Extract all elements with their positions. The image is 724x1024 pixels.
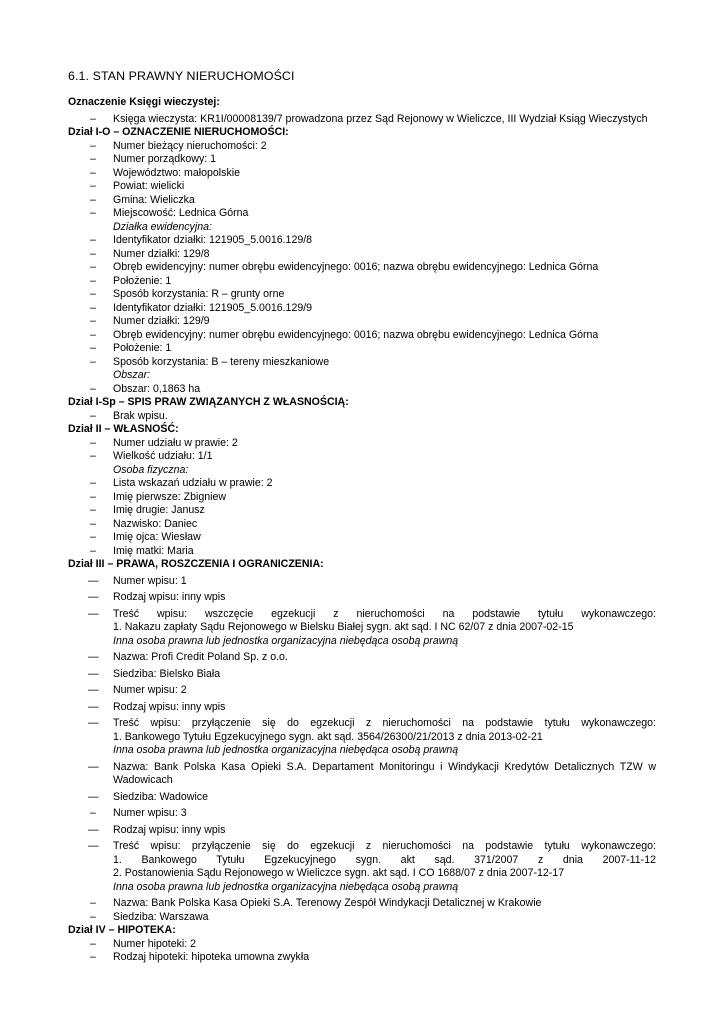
list-item: – Sposób korzystania: R – grunty orne <box>68 288 656 302</box>
list-item: – Sposób korzystania: B – tereny mieszkaniowe <box>68 356 656 370</box>
subheading-dzialka: Działka ewidencyjna: <box>113 220 212 233</box>
heading-dzial-ii: Dział II – WŁASNOŚĆ: <box>68 423 179 435</box>
list-item: – Powiat: wielicki <box>68 180 656 194</box>
entry-3-numer: – Numer wpisu: 3 <box>68 807 656 821</box>
entry-1-tresc-detail: 1. Nakazu zapłaty Sądu Rejonowego w Bielsku Białej sygn. akt sąd. I NC 62/07 z dnia 2007-02-15 <box>113 621 574 633</box>
list-item: – Położenie: 1 <box>68 275 656 289</box>
list-item: – Numer porządkowy: 1 <box>68 153 656 167</box>
list-item: – Identyfikator działki: 121905_5.0016.129/9 <box>68 302 656 316</box>
entry-2-numer: — Numer wpisu: 2 <box>68 684 656 698</box>
list-item: – Numer działki: 129/9 <box>68 315 656 329</box>
list-item: – Identyfikator działki: 121905_5.0016.129/8 <box>68 234 656 248</box>
heading-ksiega: Oznaczenie Księgi wieczystej: <box>68 96 220 108</box>
entry-1-nazwa: — Nazwa: Profi Credit Poland Sp. z o.o. <box>68 651 656 665</box>
entry-3-siedziba: – Siedziba: Warszawa <box>68 911 656 925</box>
entry-3-nazwa: – Nazwa: Bank Polska Kasa Opieki S.A. Terenowy Zespół Windykacji Detalicznej w Krakowie <box>68 897 656 911</box>
list-item: – Województwo: małopolskie <box>68 167 656 181</box>
subheading-obszar: Obszar: <box>113 369 151 381</box>
entry-2-nazwa: — Nazwa: Bank Polska Kasa Opieki S.A. Departament Monitoringu i Windykacji Kredytów Detalicznych TZW w Wadowicach <box>68 761 656 788</box>
list-item: – Miejscowość: Lednica Górna <box>68 207 656 221</box>
list-item: – Nazwisko: Daniec <box>68 518 656 532</box>
heading-dzial-io: Dział I-O – OZNACZENIE NIERUCHOMOŚCI: <box>68 126 289 138</box>
document-body <box>68 96 656 965</box>
list-item: – Imię pierwsze: Zbigniew <box>68 491 656 505</box>
heading-dzial-iv: Dział IV – HIPOTEKA: <box>68 924 176 936</box>
list-item: – Rodzaj hipoteki: hipoteka umowna zwykła <box>68 951 656 965</box>
entry-2-tresc <box>68 717 656 758</box>
heading-dzial-iii: Dział III – PRAWA, ROSZCZENIA I OGRANICZENIA: <box>68 558 324 570</box>
entry-1-tresc-line: — Treść wpisu: wszczęcie egzekucji z nieruchomości na podstawie tytułu wykonawczego: <box>113 607 656 620</box>
list-item: – Brak wpisu. <box>68 410 656 424</box>
entry-1-osoba: Inna osoba prawna lub jednostka organizacyjna niebędąca osobą prawną <box>113 634 459 647</box>
list-item: – Obręb ewidencyjny: numer obrębu ewidencyjnego: 0016; nazwa obrębu ewidencyjnego: Lednica Górna <box>68 261 656 275</box>
entry-1-numer: — Numer wpisu: 1 <box>68 575 656 589</box>
list-item: – Numer bieżący nieruchomości: 2 <box>68 140 656 154</box>
entry-1-tresc <box>68 608 656 649</box>
list-item: – Imię ojca: Wiesław <box>68 531 656 545</box>
list-item: – Gmina: Wieliczka <box>68 194 656 208</box>
entry-2-tresc-line: — Treść wpisu: przyłączenie się do egzekucji z nieruchomości na podstawie tytułu wykonawczego: <box>113 717 656 729</box>
list-item: – Obręb ewidencyjny: numer obrębu ewidencyjnego: 0016; nazwa obrębu ewidencyjnego: Lednica Górna <box>68 329 656 343</box>
entry-3-tresc-detail-2: 2. Postanowienia Sądu Rejonowego w Wieliczce sygn. akt sąd. I CO 1688/07 z dnia 2007-12-17 <box>113 867 565 879</box>
list-item: – Lista wskazań udziału w prawie: 2 <box>68 477 656 491</box>
entry-3-tresc-detail-1: 1. Bankowego Tytułu Egzekucyjnego sygn. akt sąd. 371/2007 z dnia 2007-11-12 <box>113 853 656 866</box>
list-item: – Imię drugie: Janusz <box>68 504 656 518</box>
entry-2-rodzaj: — Rodzaj wpisu: inny wpis <box>68 701 656 715</box>
entry-3-rodzaj: — Rodzaj wpisu: inny wpis <box>68 824 656 838</box>
entry-3-tresc-line: — Treść wpisu: przyłączenie się do egzekucji z nieruchomości na podstawie tytułu wykonawczego: <box>113 840 656 852</box>
list-item: – Numer udziału w prawie: 2 <box>68 437 656 451</box>
entry-3-osoba: Inna osoba prawna lub jednostka organizacyjna niebędąca osobą prawną <box>113 880 459 893</box>
entry-1-rodzaj: — Rodzaj wpisu: inny wpis <box>68 591 656 605</box>
entry-1-siedziba: — Siedziba: Bielsko Biała <box>68 668 656 682</box>
entry-2-tresc-detail: 1. Bankowego Tytułu Egzekucyjnego sygn. akt sąd. 3564/26300/21/2013 z dnia 2013-02-21 <box>113 730 543 743</box>
list-item: – Numer działki: 129/8 <box>68 248 656 262</box>
heading-dzial-isp: Dział I-Sp – SPIS PRAW ZWIĄZANYCH Z WŁASNOŚCIĄ: <box>68 396 349 408</box>
subheading-osoba-fizyczna: Osoba fizyczna: <box>113 463 189 476</box>
list-item: – Imię matki: Maria <box>68 545 656 559</box>
list-item: – Numer hipoteki: 2 <box>68 938 656 952</box>
page-title: 6.1. STAN PRAWNY NIERUCHOMOŚCI <box>68 69 295 83</box>
list-item: – Obszar: 0,1863 ha <box>68 383 656 397</box>
list-item: – Księga wieczysta: KR1I/00008139/7 prowadzona przez Sąd Rejonowy w Wieliczce, III Wydział Ksiąg Wieczystych <box>68 113 656 127</box>
entry-2-osoba: Inna osoba prawna lub jednostka organizacyjna niebędąca osobą prawną <box>113 744 459 756</box>
list-item: – Położenie: 1 <box>68 342 656 356</box>
list-item: – Wielkość udziału: 1/1 <box>68 450 656 464</box>
entry-2-siedziba: — Siedziba: Wadowice <box>68 791 656 805</box>
entry-3-tresc <box>68 840 656 894</box>
